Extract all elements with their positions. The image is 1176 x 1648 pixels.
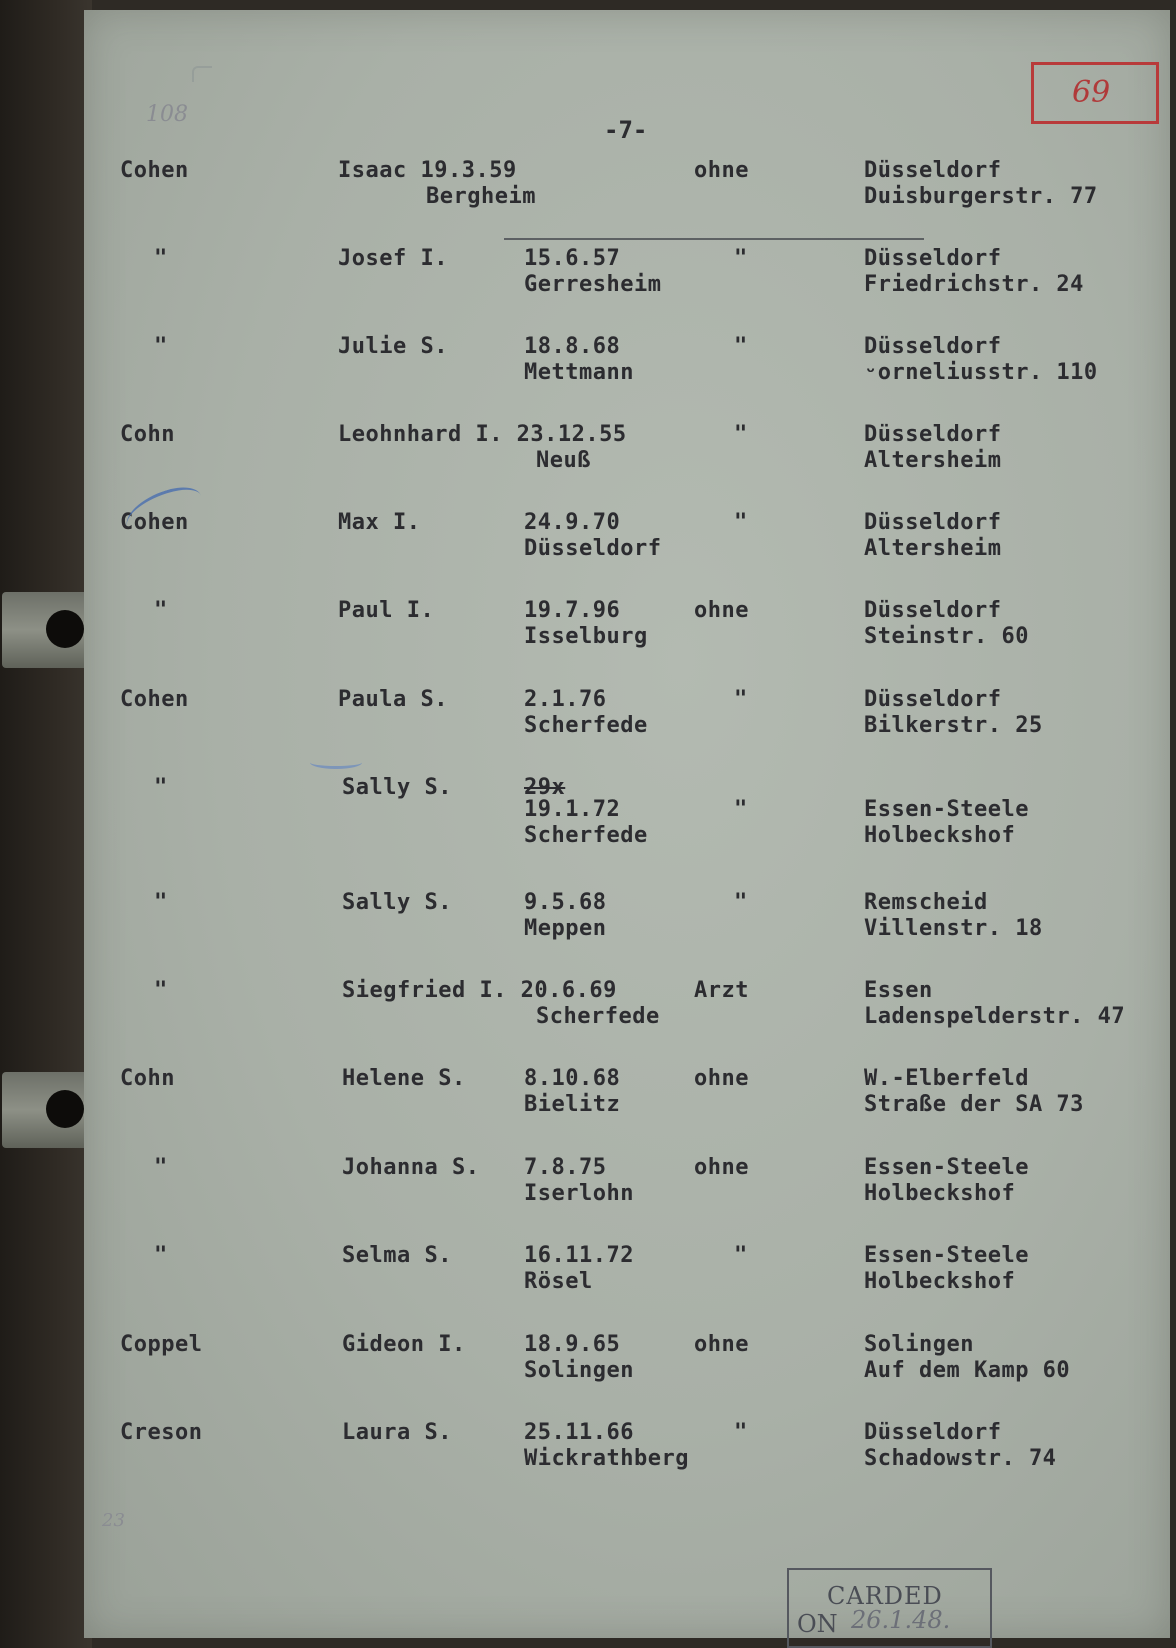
birthplace: Scherfede: [536, 1004, 660, 1029]
residence-street: Straße der SA 73: [864, 1092, 1084, 1117]
occupation: ": [734, 1420, 748, 1445]
birth-date: 9.5.68: [524, 890, 607, 915]
residence-city: W.-Elberfeld: [864, 1066, 1029, 1091]
struck-date: 29x: [524, 775, 566, 800]
separator-rule: [504, 238, 924, 240]
given-name: Julie S.: [338, 334, 448, 359]
birthplace: Scherfede: [524, 713, 648, 738]
birthplace: Solingen: [524, 1358, 634, 1383]
birthplace: Iserlohn: [524, 1181, 634, 1206]
given-name: Sally S.: [342, 775, 452, 800]
surname: ": [154, 598, 168, 623]
residence-city: Düsseldorf: [864, 510, 1002, 535]
birth-date: 16.11.72: [524, 1243, 634, 1268]
occupation: ": [734, 246, 748, 271]
occupation: ohne: [694, 598, 749, 623]
residence-city: Essen-Steele: [864, 797, 1029, 822]
surname: Cohn: [120, 1066, 175, 1091]
birth-date: 18.9.65: [524, 1332, 621, 1357]
punch-hole: [46, 610, 84, 648]
occupation: ": [734, 687, 748, 712]
surname: Cohn: [120, 422, 175, 447]
residence-street: Duisburgerstr. 77: [864, 184, 1098, 209]
occupation: ohne: [694, 158, 749, 183]
birthplace: Düsseldorf: [524, 536, 662, 561]
stamp-number: 69: [1072, 75, 1111, 110]
residence-city: Düsseldorf: [864, 158, 1002, 183]
birth-date: 2.1.76: [524, 687, 607, 712]
carded-label: CARDED: [827, 1582, 943, 1610]
birthplace: Wickrathberg: [524, 1446, 689, 1471]
surname: ": [154, 978, 168, 1003]
birth-date: 24.9.70: [524, 510, 621, 535]
residence-city: Essen-Steele: [864, 1155, 1029, 1180]
birthplace: Meppen: [524, 916, 607, 941]
birthplace: Scherfede: [524, 823, 648, 848]
carded-date: 26.1.48.: [851, 1606, 951, 1634]
occupation: ": [734, 1243, 748, 1268]
occupation: ohne: [694, 1155, 749, 1180]
surname: ": [154, 890, 168, 915]
document-page: [84, 10, 1170, 1638]
residence-street: Auf dem Kamp 60: [864, 1358, 1071, 1383]
given-name: Leohnhard I. 23.12.55: [338, 422, 627, 447]
residence-street: Schadowstr. 74: [864, 1446, 1057, 1471]
given-name: Sally S.: [342, 890, 452, 915]
bottom-note: 23: [102, 1510, 125, 1531]
birthplace: Bergheim: [426, 184, 536, 209]
surname: Coppel: [120, 1332, 203, 1357]
birthplace: Rösel: [524, 1269, 593, 1294]
residence-city: Solingen: [864, 1332, 974, 1357]
residence-street: Holbeckshof: [864, 1269, 1016, 1294]
residence-city: Düsseldorf: [864, 1420, 1002, 1445]
carded-on-label: ON: [797, 1610, 838, 1638]
surname: Creson: [120, 1420, 203, 1445]
given-name: Paula S.: [338, 687, 448, 712]
birthplace: Mettmann: [524, 360, 634, 385]
birth-date: 18.8.68: [524, 334, 621, 359]
handwritten-mark: [192, 66, 212, 82]
given-name: Helene S.: [342, 1066, 466, 1091]
birth-date: 15.6.57: [524, 246, 621, 271]
given-name: Isaac 19.3.59: [338, 158, 517, 183]
binder-ring-upper: [2, 592, 88, 668]
occupation: ": [734, 334, 748, 359]
surname: ": [154, 334, 168, 359]
residence-city: Düsseldorf: [864, 422, 1002, 447]
residence-street: Villenstr. 18: [864, 916, 1043, 941]
residence-street: Ladenspelderstr. 47: [864, 1004, 1126, 1029]
occupation: ": [734, 797, 748, 822]
birth-date: 8.10.68: [524, 1066, 621, 1091]
residence-city: Düsseldorf: [864, 598, 1002, 623]
binder-ring-lower: [2, 1072, 88, 1148]
binder-edge: [0, 0, 92, 1648]
birthplace: Isselburg: [524, 624, 648, 649]
residence-street: ᵕorneliusstr. 110: [864, 360, 1098, 385]
blue-pen-mark: [310, 756, 362, 769]
residence-city: Remscheid: [864, 890, 988, 915]
residence-street: Holbeckshof: [864, 1181, 1016, 1206]
residence-street: Friedrichstr. 24: [864, 272, 1084, 297]
surname: Cohen: [120, 687, 189, 712]
surname: ": [154, 1155, 168, 1180]
occupation: ": [734, 422, 748, 447]
given-name: Max I.: [338, 510, 421, 535]
birthplace: Neuß: [536, 448, 591, 473]
surname: Cohen: [120, 158, 189, 183]
given-name: Josef I.: [338, 246, 448, 271]
residence-street: Holbeckshof: [864, 823, 1016, 848]
punch-hole: [46, 1090, 84, 1128]
birth-date: 19.1.72: [524, 797, 621, 822]
surname: ": [154, 1243, 168, 1268]
residence-city: Düsseldorf: [864, 334, 1002, 359]
residence-city: Essen: [864, 978, 933, 1003]
given-name: Laura S.: [342, 1420, 452, 1445]
residence-city: Düsseldorf: [864, 246, 1002, 271]
residence-street: Bilkerstr. 25: [864, 713, 1043, 738]
given-name: Johanna S.: [342, 1155, 480, 1180]
surname: ": [154, 246, 168, 271]
given-name: Paul I.: [338, 598, 435, 623]
residence-street: Altersheim: [864, 536, 1002, 561]
birth-date: 19.7.96: [524, 598, 621, 623]
corner-note: 108: [146, 102, 188, 127]
occupation: ohne: [694, 1066, 749, 1091]
residence-street: Steinstr. 60: [864, 624, 1029, 649]
occupation: Arzt: [694, 978, 749, 1003]
residence-street: Altersheim: [864, 448, 1002, 473]
given-name: Gideon I.: [342, 1332, 466, 1357]
occupation: ": [734, 510, 748, 535]
surname: ": [154, 775, 168, 800]
birthplace: Gerresheim: [524, 272, 662, 297]
given-name: Selma S.: [342, 1243, 452, 1268]
residence-city: Essen-Steele: [864, 1243, 1029, 1268]
page-number: -7-: [604, 116, 648, 144]
occupation: ohne: [694, 1332, 749, 1357]
residence-city: Düsseldorf: [864, 687, 1002, 712]
red-page-stamp: [1031, 62, 1159, 124]
birth-date: 7.8.75: [524, 1155, 607, 1180]
given-name: Siegfried I. 20.6.69: [342, 978, 617, 1003]
birth-date: 25.11.66: [524, 1420, 634, 1445]
carded-stamp: [787, 1568, 992, 1648]
occupation: ": [734, 890, 748, 915]
surname: Cohen: [120, 510, 189, 535]
birthplace: Bielitz: [524, 1092, 621, 1117]
